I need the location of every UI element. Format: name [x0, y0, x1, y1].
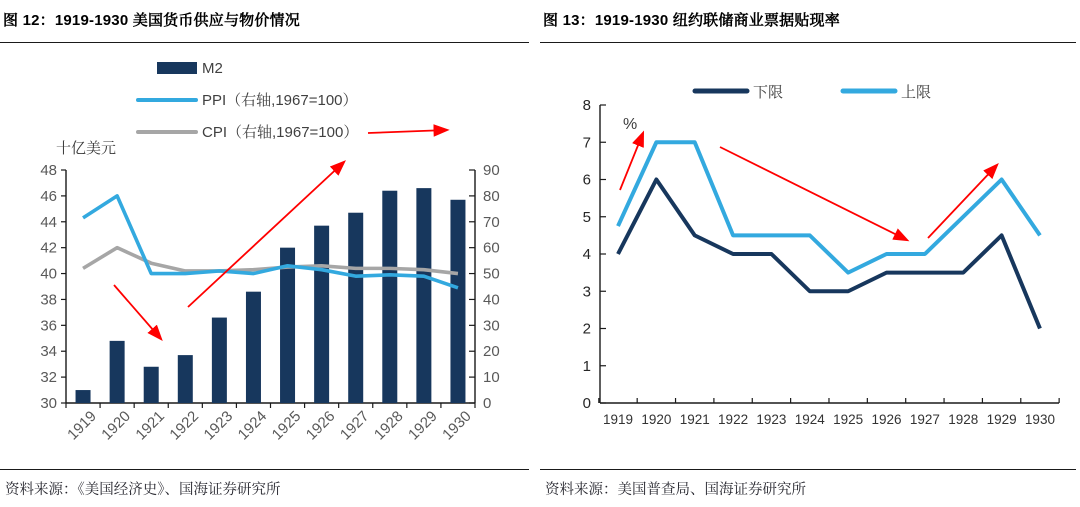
figure-12-bottom-divider: [0, 469, 529, 470]
left-axis: [40, 162, 66, 412]
legend-pointer-arrow: [368, 130, 447, 133]
y-axis-tick-label: 3: [582, 283, 591, 301]
m2-bar: [76, 390, 91, 403]
left-axis-tick-label: 40: [40, 265, 57, 283]
legend-label-m2: M2: [202, 60, 223, 77]
x-axis-year-label: 1920: [641, 412, 672, 427]
x-axis-year-label: 1925: [833, 412, 864, 427]
right-axis-tick-label: 40: [483, 291, 500, 309]
y-axis-tick-label: 4: [582, 246, 591, 263]
y-axis-tick-label: 1: [582, 357, 591, 375]
right-axis-tick-label: 50: [483, 265, 500, 283]
rise-trend-arrow: [928, 165, 997, 238]
decline-trend-arrow: [720, 147, 907, 240]
m2-bar: [314, 226, 329, 403]
x-axis-year-label: 1926: [871, 412, 902, 427]
right-axis-tick-label: 70: [483, 213, 500, 231]
legend-label-cpi: CPI（右轴,1967=100）: [202, 124, 359, 141]
right-axis-tick-label: 20: [483, 343, 500, 361]
y-axis-unit-label: %: [623, 116, 638, 133]
legend-label-upper: 上限: [901, 84, 932, 101]
m2-bar: [280, 248, 295, 403]
x-axis: [64, 403, 475, 443]
left-axis-tick-label: 34: [40, 343, 57, 361]
y-axis-tick-label: 8: [582, 97, 591, 114]
m2-bar: [382, 191, 397, 403]
figure-13-source: 资料来源：美国普查局、国海证券研究所: [545, 482, 806, 498]
x-axis-year-label: 1920: [98, 407, 134, 444]
m2-bar: [246, 292, 261, 403]
x-axis-year-label: 1930: [1024, 412, 1055, 427]
legend-swatch-m2: [157, 62, 197, 74]
right-axis-tick-label: 90: [483, 162, 500, 179]
x-axis-year-label: 1925: [268, 407, 305, 444]
figure-13-panel: [540, 0, 1080, 507]
x-axis-year-label: 1924: [794, 412, 825, 427]
x-axis-year-label: 1923: [200, 407, 237, 444]
left-axis-tick-label: 48: [40, 162, 57, 179]
x-axis-year-label: 1927: [909, 412, 940, 427]
right-axis-tick-label: 60: [483, 239, 500, 257]
left-axis-tick-label: 46: [40, 187, 57, 205]
right-axis-tick-label: 30: [483, 317, 500, 335]
upper-bound-line: [618, 142, 1040, 272]
figure-12-source: 资料来源：《美国经济史》、国海证券研究所: [5, 482, 281, 498]
left-axis-unit-label: 十亿美元: [56, 140, 117, 157]
right-axis-tick-label: 10: [483, 369, 500, 387]
left-axis-tick-label: 44: [40, 213, 57, 231]
m2-bar: [178, 355, 193, 403]
x-axis-year-label: 1919: [64, 407, 100, 444]
y-axis-tick-label: 0: [582, 395, 591, 412]
figure-13-bottom-divider: [540, 469, 1076, 470]
right-axis: [469, 162, 500, 412]
right-axis-tick-label: 0: [483, 395, 492, 412]
legend-label-ppi: PPI（右轴,1967=100）: [202, 92, 358, 109]
x-axis-year-label: 1921: [132, 407, 169, 444]
discount-rate-chart: [540, 43, 1080, 467]
legend: [138, 60, 358, 141]
x-axis-year-label: 1926: [302, 407, 339, 444]
money-supply-and-prices-chart: [0, 43, 533, 467]
m2-bar: [144, 367, 159, 403]
x-axis: [599, 398, 1059, 427]
left-axis-tick-label: 38: [40, 291, 57, 309]
x-axis-year-label: 1927: [336, 407, 373, 444]
m2-bar: [212, 318, 227, 403]
x-axis-year-label: 1928: [370, 407, 407, 444]
m2-bar: [110, 341, 125, 403]
left-axis-tick-label: 42: [40, 239, 57, 257]
x-axis-year-label: 1928: [948, 412, 979, 427]
y-axis-tick-label: 5: [582, 208, 591, 226]
x-axis-year-label: 1924: [234, 407, 271, 444]
legend: [695, 84, 931, 101]
x-axis-year-label: 1921: [679, 412, 710, 427]
x-axis-year-label: 1923: [756, 412, 787, 427]
x-axis-year-label: 1930: [439, 407, 475, 444]
left-axis-tick-label: 30: [40, 395, 57, 412]
y-axis-tick-label: 6: [582, 171, 591, 189]
ppi-line: [83, 196, 458, 288]
x-axis-year-label: 1922: [166, 407, 203, 444]
left-axis-tick-label: 36: [40, 317, 57, 335]
right-axis-tick-label: 80: [483, 187, 500, 205]
x-axis-year-label: 1919: [602, 412, 634, 427]
legend-label-lower: 下限: [753, 84, 784, 101]
figure-12-panel: [0, 0, 533, 507]
m2-bar: [416, 188, 431, 403]
m2-bar: [450, 200, 465, 403]
x-axis-year-label: 1929: [986, 412, 1017, 427]
left-axis-tick-label: 32: [40, 369, 57, 387]
y-axis: [583, 97, 606, 412]
figure-12-title: 图 12：1919-1930 美国货币供应与物价情况: [3, 12, 300, 29]
decline-trend-arrow: [114, 285, 161, 339]
y-axis-tick-label: 2: [582, 320, 591, 338]
x-axis-year-label: 1929: [405, 407, 441, 444]
figure-13-title: 图 13：1919-1930 纽约联储商业票据贴现率: [543, 12, 840, 29]
m2-bar-series: [76, 188, 466, 403]
x-axis-year-label: 1922: [718, 412, 749, 427]
y-axis-tick-label: 7: [582, 134, 591, 152]
m2-bar: [348, 213, 363, 403]
